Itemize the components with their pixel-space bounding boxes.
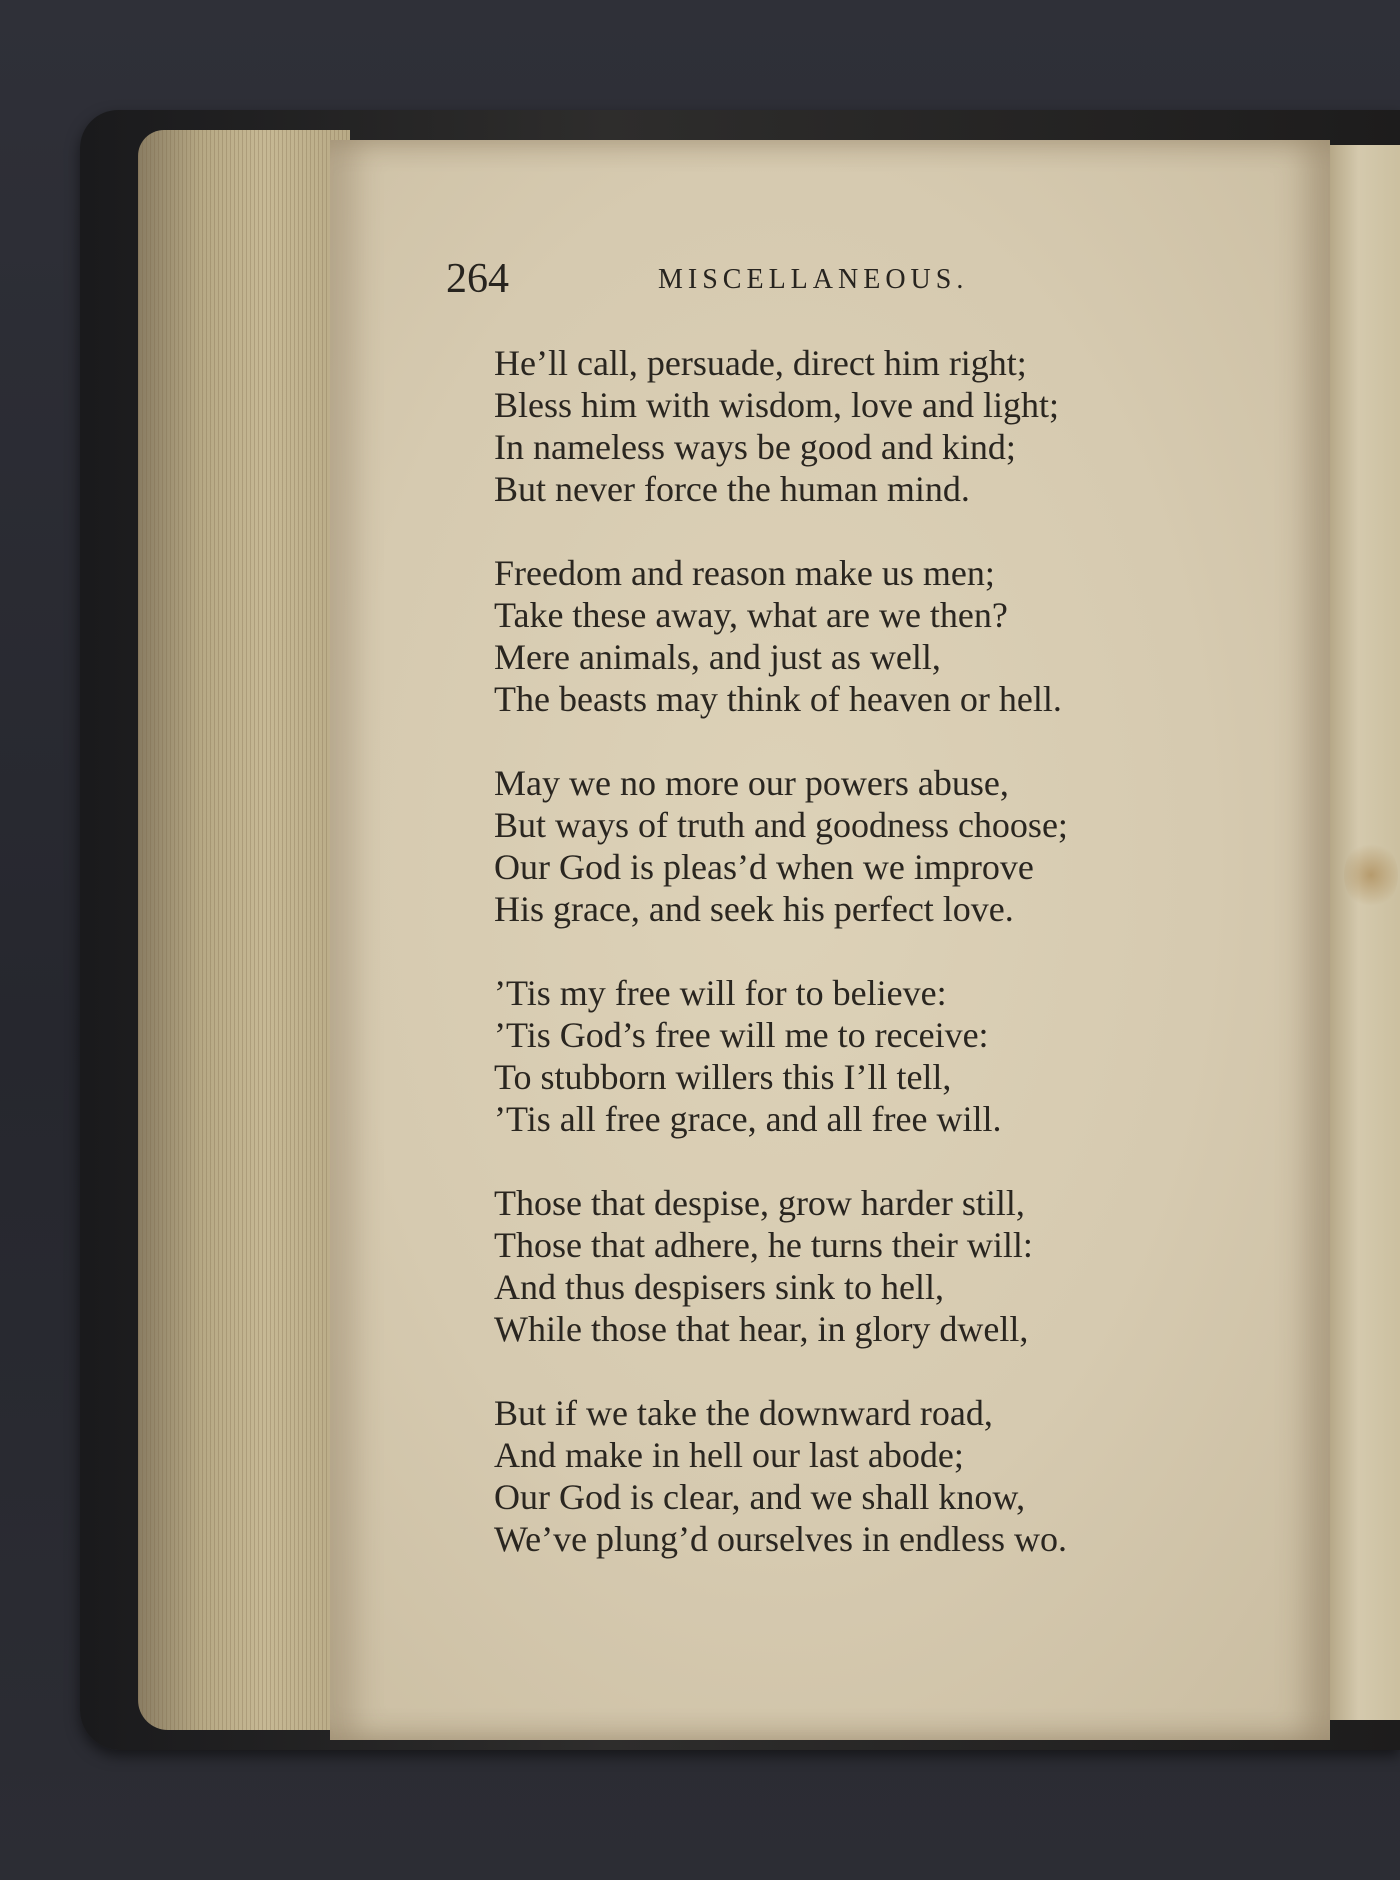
poem-line: Our God is pleas’d when we improve: [494, 847, 1034, 887]
poem-line: His grace, and seek his perfect love.: [494, 889, 1014, 929]
poem-line: Our God is clear, and we shall know,: [494, 1477, 1026, 1517]
poem-line: Mere animals, and just as well,: [494, 637, 941, 677]
stanza-5: [494, 1182, 1254, 1350]
poem-line: May we no more our powers abuse,: [494, 763, 1009, 803]
poem-line: But if we take the downward road,: [494, 1393, 993, 1433]
poem-line: But never force the human mind.: [494, 469, 970, 509]
poem-line: And make in hell our last abode;: [494, 1435, 964, 1475]
page-header: [446, 254, 1126, 304]
poem-line: But ways of truth and goodness choose;: [494, 805, 1068, 845]
poem-line: While those that hear, in glory dwell,: [494, 1309, 1029, 1349]
poem-line: Those that adhere, he turns their will:: [494, 1225, 1033, 1265]
poem: [494, 342, 1254, 1602]
poem-line: To stubborn willers this I’ll tell,: [494, 1057, 952, 1097]
poem-line: We’ve plung’d ourselves in endless wo.: [494, 1519, 1067, 1559]
stanza-3: [494, 762, 1254, 930]
poem-line: Bless him with wisdom, love and light;: [494, 385, 1059, 425]
poem-line: ’Tis God’s free will me to receive:: [494, 1015, 989, 1055]
poem-line: The beasts may think of heaven or hell.: [494, 679, 1062, 719]
poem-line: And thus despisers sink to hell,: [494, 1267, 944, 1307]
poem-line: Those that despise, grow harder still,: [494, 1183, 1025, 1223]
facing-page-edge: [1328, 145, 1400, 1720]
poem-line: ’Tis my free will for to believe:: [494, 973, 947, 1013]
stanza-4: [494, 972, 1254, 1140]
page-number: 264: [446, 256, 509, 302]
poem-line: In nameless ways be good and kind;: [494, 427, 1016, 467]
paper-stain: [1344, 840, 1398, 910]
stanza-2: [494, 552, 1254, 720]
poem-line: ’Tis all free grace, and all free will.: [494, 1099, 1002, 1139]
page-edges: [138, 130, 350, 1730]
poem-line: Take these away, what are we then?: [494, 595, 1008, 635]
stanza-6: [494, 1392, 1254, 1560]
poem-line: He’ll call, persuade, direct him right;: [494, 343, 1027, 383]
poem-line: Freedom and reason make us men;: [494, 553, 995, 593]
running-title: MISCELLANEOUS.: [658, 264, 969, 295]
stanza-1: [494, 342, 1254, 510]
